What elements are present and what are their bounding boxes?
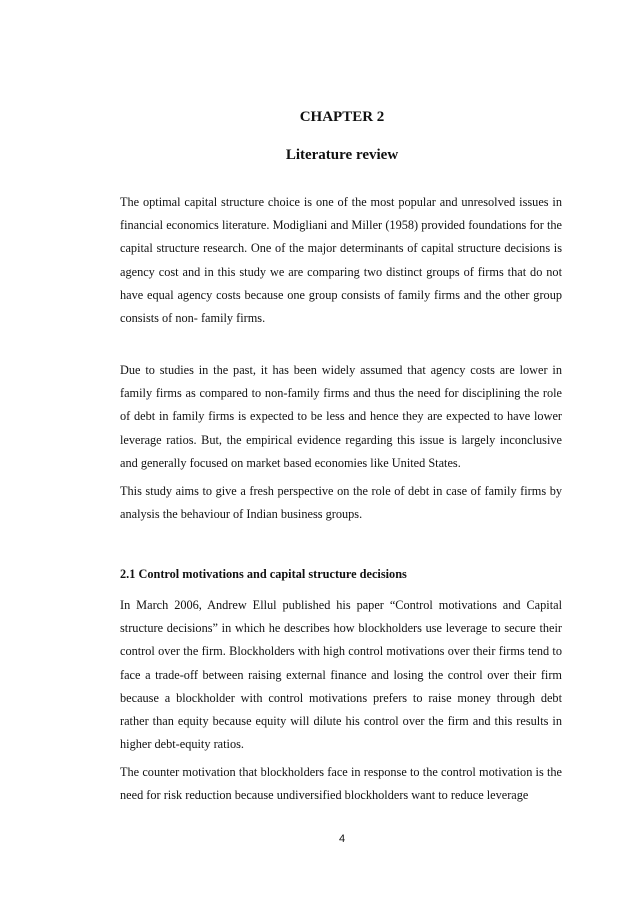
page-number: 4 — [338, 833, 346, 845]
section-paragraph-2: The counter motivation that blockholders face in response to the control motivation is the need for risk reduction because undiversified blockholders want to reduce leverage — [120, 765, 562, 803]
section-paragraph-1: In March 2006, Andrew Ellul published his paper “Control motivations and Capital structure decisions” in which he describes how blockholders use leverage to secure their control over the firm. Blockholders with high control motivations over their firms tend to face a trade-off between raising external finance and losing the control over their firm because a blockholder with control motivations prefers to raise money through debt rather than equity because equity will dilute his control over the firm and this results in higher debt-equity ratios. — [120, 598, 562, 752]
section-heading: 2.1 Control motivations and capital structure decisions — [120, 567, 407, 581]
intro-paragraph-2: Due to studies in the past, it has been widely assumed that agency costs are lower in family firms as compared to non-family firms and thus the need for disciplining the role of debt in family firms is expected to be less and hence they are expected to have lower leverage ratios. But, the empirical evidence regarding this issue is largely inconclusive and generally focused on market based economies like United States. — [120, 363, 562, 470]
intro-paragraph-3: This study aims to give a fresh perspective on the role of debt in case of family firms by analysis the behaviour of Indian business groups. — [120, 484, 562, 522]
intro-paragraph-1: The optimal capital structure choice is one of the most popular and unresolved issues in financial economics literature. Modigliani and Miller (1958) provided foundations for the capital structure research. One of the major determinants of capital structure decisions is agency cost and in this study we are comparing two distinct groups of firms that do not have equal agency costs because one group consists of family firms and the other group consists of non- family firms. — [120, 195, 562, 326]
chapter-title: Literature review — [285, 147, 399, 163]
chapter-label: CHAPTER 2 — [299, 109, 385, 125]
